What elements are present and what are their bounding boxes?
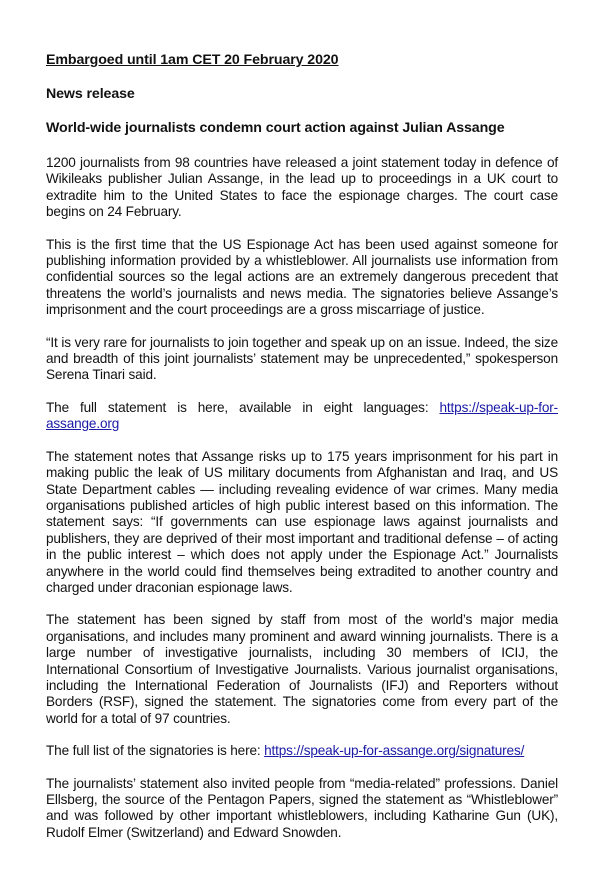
paragraph-intro: 1200 journalists from 98 countries have released a joint statement today in defence of Wikileaks publisher Julian Assange, in the lead up to proceedings in a UK court to extradite him to the United States to face the espionage charges. The court case begins on 24 February. [46,155,558,220]
release-title: World-wide journalists condemn court action against Julian Assange [46,120,505,136]
paragraph-signatures-list [46,743,558,759]
signatures-link[interactable]: https://speak-up-for-assange.org/signatures/ [264,743,525,759]
paragraph-statement-notes: The statement notes that Assange risks up to 175 years imprisonment for his part in making public the leak of US military documents from Afghanistan and Iraq, and US State Department cables — including revealing evidence of war crimes. Many media organisations published articles of high public interest based on this information. The statement says: “If governments can use espionage laws against journalists and publishers, they are deprived of their most important and traditional defense – of acting in the public interest – which does not apply under the Espionage Act.” Journalists anywhere in the world could find themselves being extradited to another country and charged under draconian espionage laws. [46,448,558,595]
press-release-document [46,52,558,841]
full-statement-text: The full statement is here, available in eight languages: [46,399,440,415]
paragraph-espionage-act: This is the first time that the US Espionage Act has been used against someone for publishing information provided by a whistleblower. All journalists use information from confidential sources so the legal actions are an extremely dangerous precedent that threatens the world’s journalists and news media. The signatories believe Assange’s imprisonment and the court proceedings are a gross miscarriage of justice. [46,236,558,318]
release-label: News release [46,86,135,102]
statement-link[interactable]: https://speak-up-for-assange.org [46,399,558,432]
embargo-notice: Embargoed until 1am CET 20 February 2020 [46,52,339,68]
signatures-text: The full list of the signatories is here: [46,743,265,759]
paragraph-full-statement [46,400,558,433]
paragraph-signatories: The statement has been signed by staff from most of the world’s major media organisations, and includes many prominent and award winning journalists. There is a large number of investigative journalists, including 30 members of ICIJ, the International Consortium of Investigative Journalists. Various journalist organisations, including the International Federation of Journalists (IFJ) and Reporters without Borders (RSF), signed the statement. The signatories come from every part of the world for a total of 97 countries. [46,612,558,726]
paragraph-spokesperson-quote: “It is very rare for journalists to join together and speak up on an issue. Indeed, the size and breadth of this joint journalists’ statement may be unprecedented,” spokesperson Serena Tinari said. [46,334,558,383]
paragraph-whistleblowers: The journalists’ statement also invited people from “media-related” professions. Daniel Ellsberg, the source of the Pentagon Papers, signed the statement as “Whistleblower” and was followed by other important whistleblowers, including Katharine Gun (UK), Rudolf Elmer (Switzerland) and Edward Snowden. [46,775,558,840]
